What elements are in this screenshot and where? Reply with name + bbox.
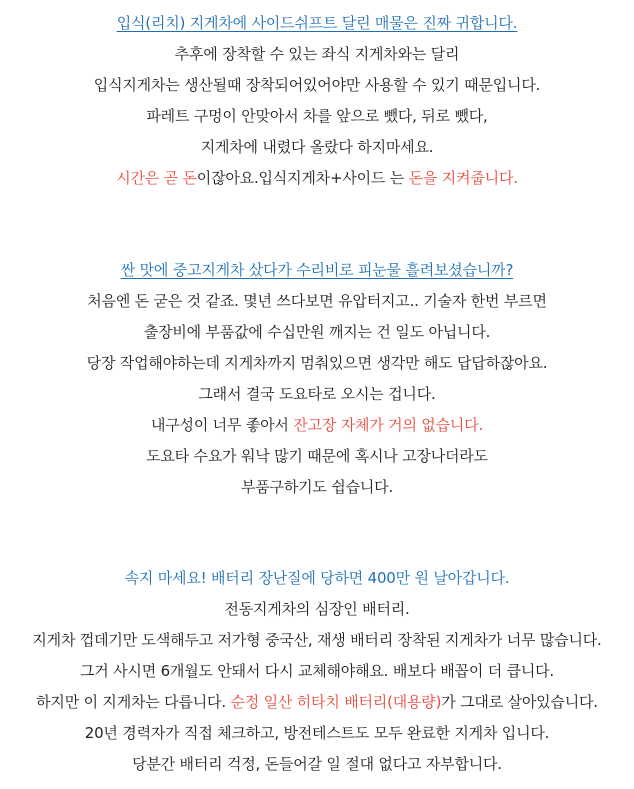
paragraph-line: 입식지게차는 생산될때 장착되어있어야만 사용할 수 있기 때문입니다. <box>93 76 541 94</box>
heading-text: 입식(리치) 지게차에 사이드쉬프트 달린 매물은 진짜 귀합니다. <box>116 14 518 32</box>
paragraph-line: 당장 작업해야하는데 지게차까지 멈춰있으면 생각만 해도 답답하잖아요. <box>86 354 548 372</box>
plain-text: 가 그대로 살아있습니다. <box>441 693 598 711</box>
section-heading <box>0 255 634 286</box>
section-battery <box>0 563 634 780</box>
highlight-text: 시간은 곧 돈 <box>116 169 197 187</box>
paragraph-line: 출장비에 부품값에 수십만원 깨지는 건 일도 아닙니다. <box>143 323 491 341</box>
paragraph-line <box>0 410 634 441</box>
paragraph-line: 도요타 수요가 워낙 많기 때문에 혹시나 고장나더라도 <box>146 447 488 465</box>
paragraph-line: 처음엔 돈 굳은 것 같죠. 몇년 쓰다보면 유압터지고.. 기술자 한번 부르면 <box>87 292 547 310</box>
paragraph-line: 파레트 구멍이 안맞아서 차를 앞으로 뺐다, 뒤로 뺐다, <box>146 107 488 125</box>
section-reach-forklift <box>0 8 634 194</box>
plain-text: 하지만 이 지게차는 다릅니다. <box>36 693 231 711</box>
paragraph-line <box>0 687 634 718</box>
plain-text: 내구성이 너무 좋아서 <box>150 416 294 434</box>
heading-text: 싼 맛에 중고지게차 샀다가 수리비로 피눈물 흘려보셨습니까? <box>120 261 514 279</box>
paragraph-line: 그래서 결국 도요타로 오시는 겁니다. <box>198 385 436 403</box>
paragraph-line: 지게차에 내렸다 올랐다 하지마세요. <box>200 138 434 156</box>
paragraph-line: 추후에 장착할 수 있는 좌식 지게차와는 달리 <box>174 45 460 63</box>
plain-text: 이잖아요.입식지게차+사이드 는 <box>196 169 409 187</box>
highlight-text: 잔고장 자체가 거의 없습니다. <box>293 416 484 434</box>
paragraph-line: 부품구하기도 쉽습니다. <box>240 478 394 496</box>
paragraph-line: 지게차 껍데기만 도색해두고 저가형 중국산, 재생 배터리 장착된 지게차가 너무 많습니다. <box>32 631 602 649</box>
paragraph-line: 당분간 배터리 걱정, 돈들어갈 일 절대 없다고 자부합니다. <box>132 755 502 773</box>
section-repair-cost <box>0 255 634 503</box>
highlight-text: 순정 일산 히타치 배터리(대용량) <box>230 693 442 711</box>
paragraph-line: 그거 사시면 6개월도 안돼서 다시 교체해야해요. 배보다 배꼽이 더 큽니다. <box>79 662 554 680</box>
section-heading <box>0 8 634 39</box>
section-heading <box>0 563 634 594</box>
heading-text: 속지 마세요! 배터리 장난질에 당하면 400만 원 날아갑니다. <box>124 569 510 587</box>
paragraph-line: 전동지게차의 심장인 배터리. <box>224 600 410 618</box>
paragraph-line: 20년 경력자가 직접 체크하고, 방전테스트도 모두 완료한 지게차 입니다. <box>84 724 550 742</box>
highlight-text: 돈을 지켜줍니다. <box>408 169 518 187</box>
paragraph-line <box>0 163 634 194</box>
